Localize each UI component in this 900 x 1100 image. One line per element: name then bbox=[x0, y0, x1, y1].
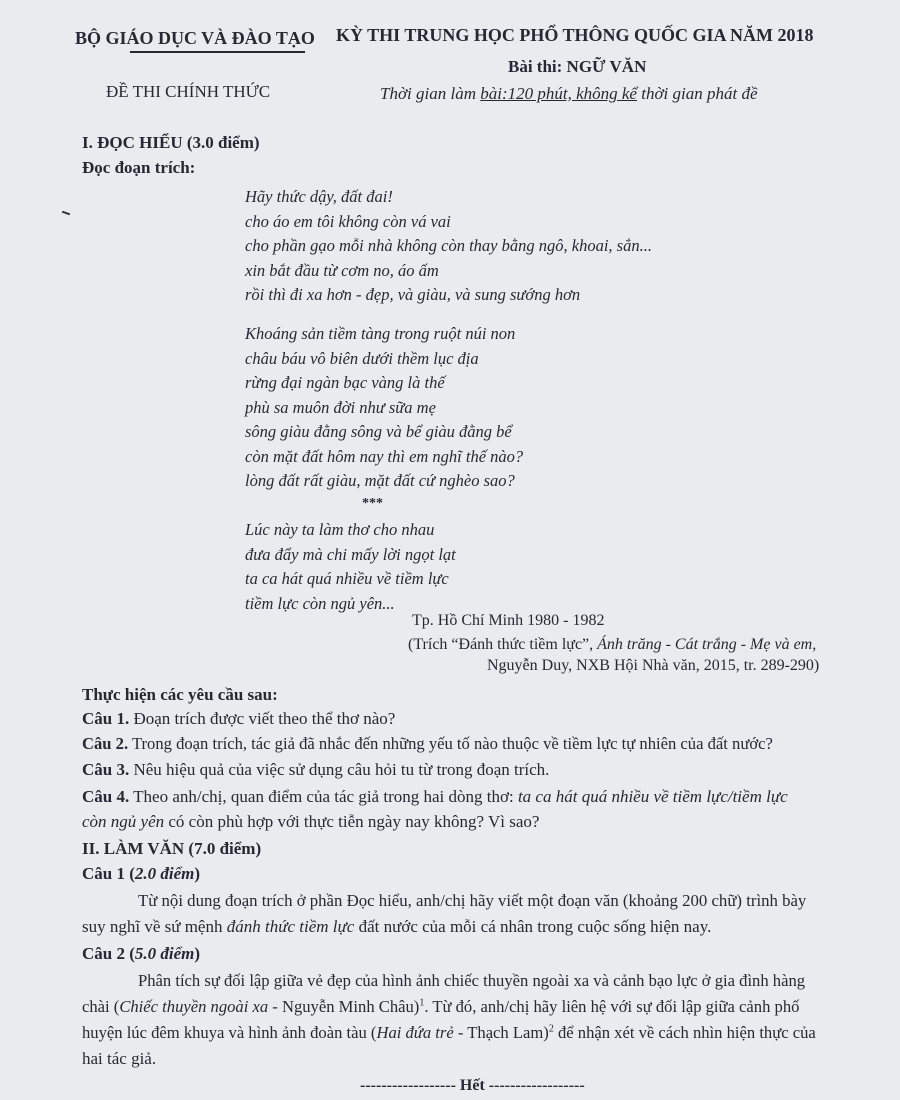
essay-italic: đánh thức tiềm lực bbox=[226, 917, 355, 936]
essay-close: ) bbox=[194, 864, 201, 883]
ministry-name: BỘ GIÁO DỤC VÀ ĐÀO TẠO bbox=[75, 28, 315, 48]
essay-1-heading bbox=[82, 864, 200, 884]
essay-text: huyện lúc đêm khuya và hình ảnh đoàn tàu ( bbox=[82, 1023, 377, 1042]
time-label bbox=[380, 84, 758, 104]
essay-2-line-4: hai tác giả. bbox=[82, 1049, 157, 1068]
question-label: Câu 4. bbox=[82, 787, 130, 806]
section1-intro: Đọc đoạn trích: bbox=[82, 158, 196, 177]
poem-line: Khoáng sản tiềm tàng trong ruột núi non bbox=[245, 324, 516, 343]
time-prefix: Thời gian làm bbox=[380, 84, 481, 103]
poem-line: còn mặt đất hôm nay thì em nghĩ thế nào? bbox=[245, 446, 524, 466]
poem-line: rồi thì đi xa hơn - đẹp, và giàu, và sung sướng hơn bbox=[245, 285, 581, 304]
essay-text: . Từ đó, anh/chị hãy liên hệ với sự đối lập giữa cảnh phố bbox=[424, 997, 800, 1016]
question-quote-cont: còn ngủ yên bbox=[82, 812, 165, 831]
poem-stanza-3 bbox=[245, 518, 456, 616]
poem-line: phù sa muôn đời như sữa mẹ bbox=[245, 397, 436, 417]
essay-1-line-2 bbox=[82, 917, 711, 937]
essay-text: - Thạch Lam) bbox=[453, 1023, 549, 1042]
poem-line: sông giàu đằng sông và bể giàu đằng bể bbox=[245, 422, 512, 441]
citation-line-2: Nguyễn Duy, NXB Hội Nhà văn, 2015, tr. 289-290) bbox=[487, 657, 820, 674]
poem-line: lòng đất rất giàu, mặt đất cứ nghèo sao? bbox=[245, 471, 515, 490]
stanza-separator: *** bbox=[362, 496, 383, 511]
ministry-underline bbox=[130, 51, 305, 53]
question-2 bbox=[82, 734, 773, 754]
section2-title: II. LÀM VĂN (7.0 điểm) bbox=[82, 839, 262, 858]
question-label: Câu 3. bbox=[82, 760, 130, 779]
essay-text: - Nguyễn Minh Châu) bbox=[268, 997, 420, 1016]
essay-1-line-1: Từ nội dung đoạn trích ở phần Đọc hiểu, anh/chị hãy viết một đoạn văn (khoảng 200 chữ) trình bày bbox=[138, 891, 807, 910]
stray-mark bbox=[62, 211, 70, 216]
footnote-ref: 2 bbox=[548, 1023, 554, 1035]
essay-text: suy nghĩ về sứ mệnh bbox=[82, 917, 227, 936]
time-underlined: bài:120 phút, không kể bbox=[480, 84, 637, 103]
section1-title: I. ĐỌC HIỂU (3.0 điểm) bbox=[82, 133, 260, 152]
requirements-heading: Thực hiện các yêu cầu sau: bbox=[82, 685, 278, 704]
essay-2-line-2 bbox=[82, 997, 799, 1017]
official-label: ĐỀ THI CHÍNH THỨC bbox=[106, 82, 271, 101]
question-3 bbox=[82, 760, 549, 780]
poem-line: Hãy thức dậy, đất đai! bbox=[245, 187, 393, 206]
citation-line-1 bbox=[408, 636, 816, 654]
question-4-cont bbox=[82, 812, 539, 832]
question-text-cont: có còn phù hợp với thực tiễn ngày nay không? Vì sao? bbox=[164, 812, 540, 831]
essay-points: 2.0 điểm bbox=[134, 864, 195, 883]
essay-label: Câu 2 ( bbox=[82, 944, 135, 963]
essay-2-line-1: Phân tích sự đối lập giữa vẻ đẹp của hình ảnh chiếc thuyền ngoài xa và cảnh bạo lực ở gia đình hàng bbox=[138, 971, 806, 990]
essay-points: 5.0 điểm bbox=[134, 944, 195, 963]
essay-close: ) bbox=[194, 944, 201, 963]
question-text: Nêu hiệu quả của việc sử dụng câu hỏi tu từ trong đoạn trích. bbox=[129, 760, 550, 779]
poem-line: cho phần gạo mỗi nhà không còn thay bằng ngô, khoai, sắn... bbox=[245, 236, 652, 255]
poem-stanza-2 bbox=[245, 322, 523, 494]
question-text: Theo anh/chị, quan điểm của tác giả trong hai dòng thơ: bbox=[129, 787, 518, 806]
poem-line: rừng đại ngàn bạc vàng là thế bbox=[245, 373, 445, 392]
time-suffix: thời gian phát đề bbox=[636, 84, 758, 103]
citation-title: (Trích “Đánh thức tiềm lực”, bbox=[408, 636, 598, 653]
exam-title: KỲ THI TRUNG HỌC PHỔ THÔNG QUỐC GIA NĂM 2018 bbox=[336, 25, 814, 45]
essay-text: chài ( bbox=[82, 997, 120, 1016]
subject-label: Bài thi: NGỮ VĂN bbox=[508, 57, 647, 76]
end-marker: ------------------ Hết ------------------ bbox=[360, 1077, 585, 1094]
poem-line: đưa đẩy mà chi mấy lời ngọt lạt bbox=[245, 544, 456, 564]
question-label: Câu 1. bbox=[82, 709, 130, 728]
question-text: Đoạn trích được viết theo thể thơ nào? bbox=[129, 709, 396, 728]
essay-italic: Chiếc thuyền ngoài xa bbox=[119, 997, 269, 1016]
poem-stanza-1 bbox=[245, 185, 652, 308]
poem-place-date: Tp. Hồ Chí Minh 1980 - 1982 bbox=[412, 612, 605, 629]
essay-text: đất nước của mỗi cá nhân trong cuộc sống hiện nay. bbox=[354, 917, 712, 936]
citation-book: Ánh trăng - Cát trắng - Mẹ và em, bbox=[597, 636, 817, 653]
footnote-ref: 1 bbox=[419, 997, 425, 1009]
essay-label: Câu 1 ( bbox=[82, 864, 135, 883]
essay-2-line-3 bbox=[82, 1023, 816, 1043]
poem-line: châu báu vô biên dưới thềm lục địa bbox=[245, 348, 479, 368]
essay-text: để nhận xét về cách nhìn hiện thực của bbox=[553, 1023, 816, 1042]
question-quote: ta ca hát quá nhiều về tiềm lực/tiềm lực bbox=[517, 787, 788, 806]
poem-line: ta ca hát quá nhiều về tiềm lực bbox=[245, 569, 449, 588]
poem-line: Lúc này ta làm thơ cho nhau bbox=[245, 520, 435, 539]
essay-2-heading bbox=[82, 944, 200, 964]
poem-line: cho áo em tôi không còn vá vai bbox=[245, 211, 451, 231]
question-1 bbox=[82, 709, 395, 729]
essay-italic: Hai đứa trẻ bbox=[376, 1023, 454, 1042]
question-label: Câu 2. bbox=[82, 734, 129, 753]
poem-line: tiềm lực còn ngủ yên... bbox=[245, 593, 395, 613]
poem-line: xin bắt đầu từ cơm no, áo ấm bbox=[245, 260, 439, 280]
question-text: Trong đoạn trích, tác giả đã nhắc đến những yếu tố nào thuộc về tiềm lực tự nhiên của đất nước? bbox=[128, 734, 773, 753]
question-4 bbox=[82, 787, 788, 807]
